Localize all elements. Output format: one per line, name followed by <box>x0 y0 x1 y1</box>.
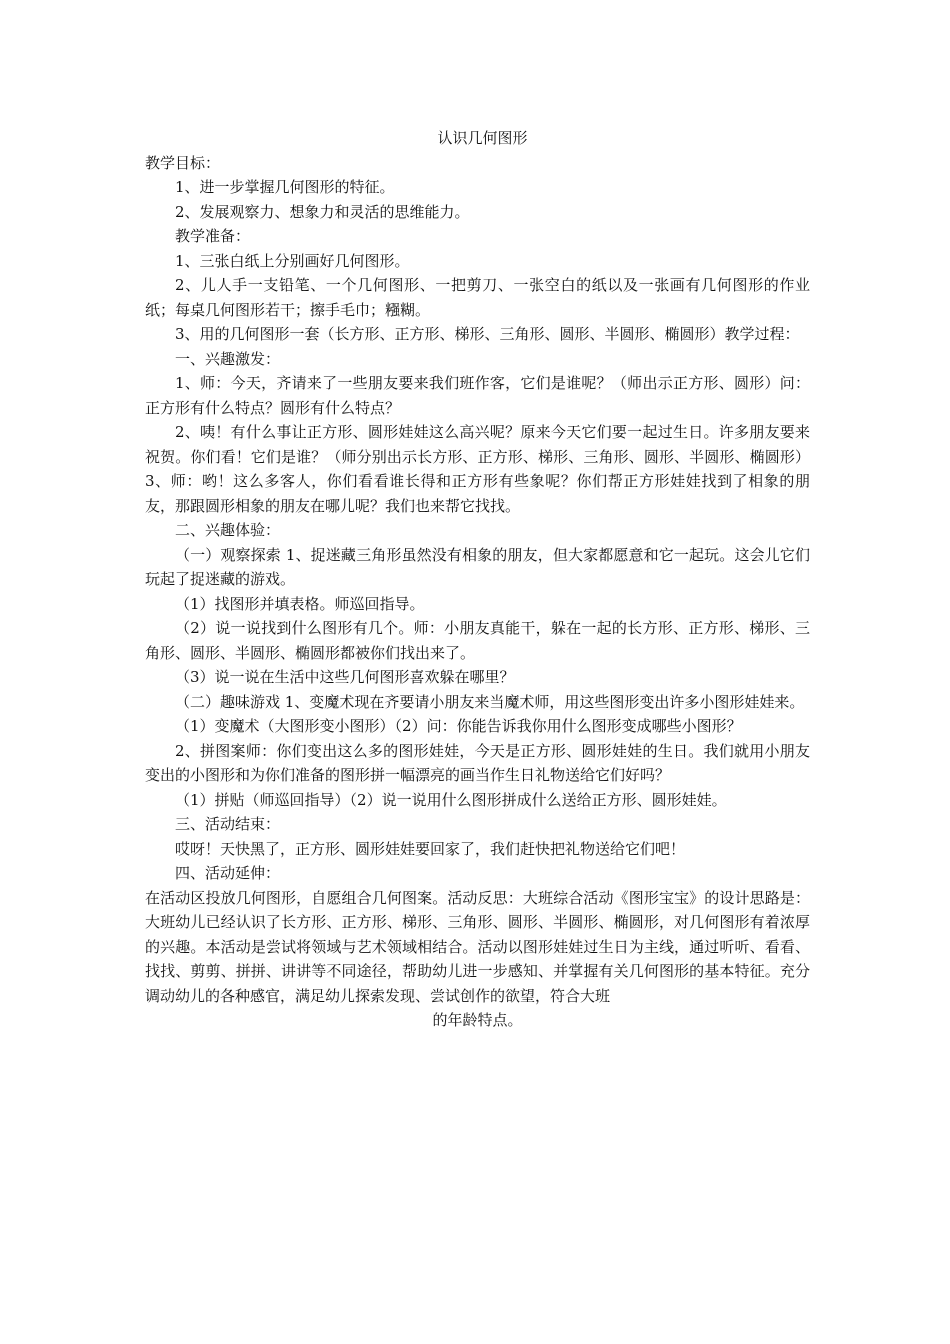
paragraph: 1、师：今天，齐请来了一些朋友要来我们班作客，它们是谁呢？（师出示正方形、圆形）问：正方形有什么特点？圆形有什么特点？ <box>145 374 810 417</box>
paragraph: 在活动区投放几何图形，自愿组合几何图案。活动反思：大班综合活动《图形宝宝》的设计思路是：大班幼儿已经认识了长方形、正方形、梯形、三角形、圆形、半圆形、椭圆形，对几何图形有着浓厚的兴趣。本活动是尝试将领域与艺术领域相结合。活动以图形娃娃过生日为主线，通过听听、看看、找找、剪剪、拼拼、讲讲等不同途径，帮助幼儿进一步感知、并掌握有关几何图形的基本特征。充分调动幼儿的各种感官，满足幼儿探索发现、尝试创作的欲望，符合大班 <box>145 888 810 1005</box>
paragraph: 三、活动结束： <box>175 815 281 833</box>
paragraph: 哎呀！天快黑了，正方形、圆形娃娃要回家了，我们赶快把礼物送给它们吧！ <box>175 839 686 858</box>
paragraph: （1）找图形并填表格。师巡回指导。 <box>175 594 425 613</box>
paragraph: 2、拼图案师：你们变出这么多的图形娃娃，今天是正方形、圆形娃娃的生日。我们就用小朋友变出的小图形和为你们准备的图形拼一幅漂亮的画当作生日礼物送给它们好吗？ <box>145 741 810 784</box>
paragraph: 教学准备： <box>175 227 251 245</box>
paragraph: （1）变魔术（大图形变小图形）（2）问：你能告诉我你用什么图形变成哪些小图形？ <box>175 717 742 735</box>
paragraph: 3、用的几何图形一套（长方形、正方形、梯形、三角形、圆形、半圆形、椭圆形）教学过程： <box>175 325 800 343</box>
paragraph: （3）说一说在生活中这些几何图形喜欢躲在哪里？ <box>175 668 515 686</box>
paragraph: （1）拼贴（师巡回指导）（2）说一说用什么图形拼成什么送给正方形、圆形娃娃。 <box>175 790 727 809</box>
paragraph: 1、进一步掌握几何图形的特征。 <box>175 178 395 196</box>
paragraph: 二、兴趣体验： <box>175 521 281 539</box>
paragraph: 2、儿人手一支铅笔、一个几何图形、一把剪刀、一张空白的纸以及一张画有几何图形的作业纸；每桌几何图形若干；擦手毛巾；糨糊。 <box>145 276 810 319</box>
paragraph: （2）说一说找到什么图形有几个。师：小朋友真能干，躲在一起的长方形、正方形、梯形、三角形、圆形、半圆形、椭圆形都被你们找出来了。 <box>145 619 810 662</box>
document-body <box>145 126 810 1033</box>
paragraph: （一）观察探索 1、捉迷藏三角形虽然没有相象的朋友，但大家都愿意和它一起玩。这会儿它们玩起了捉迷藏的游戏。 <box>145 545 810 588</box>
paragraph: 2、咦！有什么事让正方形、圆形娃娃这么高兴呢？原来今天它们要一起过生日。许多朋友要来祝贺。你们看！它们是谁？（师分别出示长方形、正方形、梯形、三角形、圆形、半圆形、椭圆形）3、师：哟！这么多客人，你们看看谁长得和正方形有些象呢？你们帮正方形娃娃找到了相象的朋友，那跟圆形相象的朋友在哪儿呢？我们也来帮它找找。 <box>145 423 810 515</box>
paragraph: 四、活动延伸： <box>175 864 281 882</box>
paragraph: （二）趣味游戏 1、变魔术现在齐要请小朋友来当魔术师，用这些图形变出许多小图形娃娃来。 <box>175 692 805 711</box>
paragraph: 一、兴趣激发： <box>175 349 281 368</box>
document-title: 认识几何图形 <box>437 129 528 147</box>
paragraph-list <box>145 151 810 1033</box>
paragraph: 2、发展观察力、想象力和灵活的思维能力。 <box>175 202 470 221</box>
paragraph: 1、三张白纸上分别画好几何图形。 <box>175 251 410 270</box>
paragraph: 的年龄特点。 <box>432 1011 523 1029</box>
paragraph: 教学目标： <box>145 153 221 172</box>
